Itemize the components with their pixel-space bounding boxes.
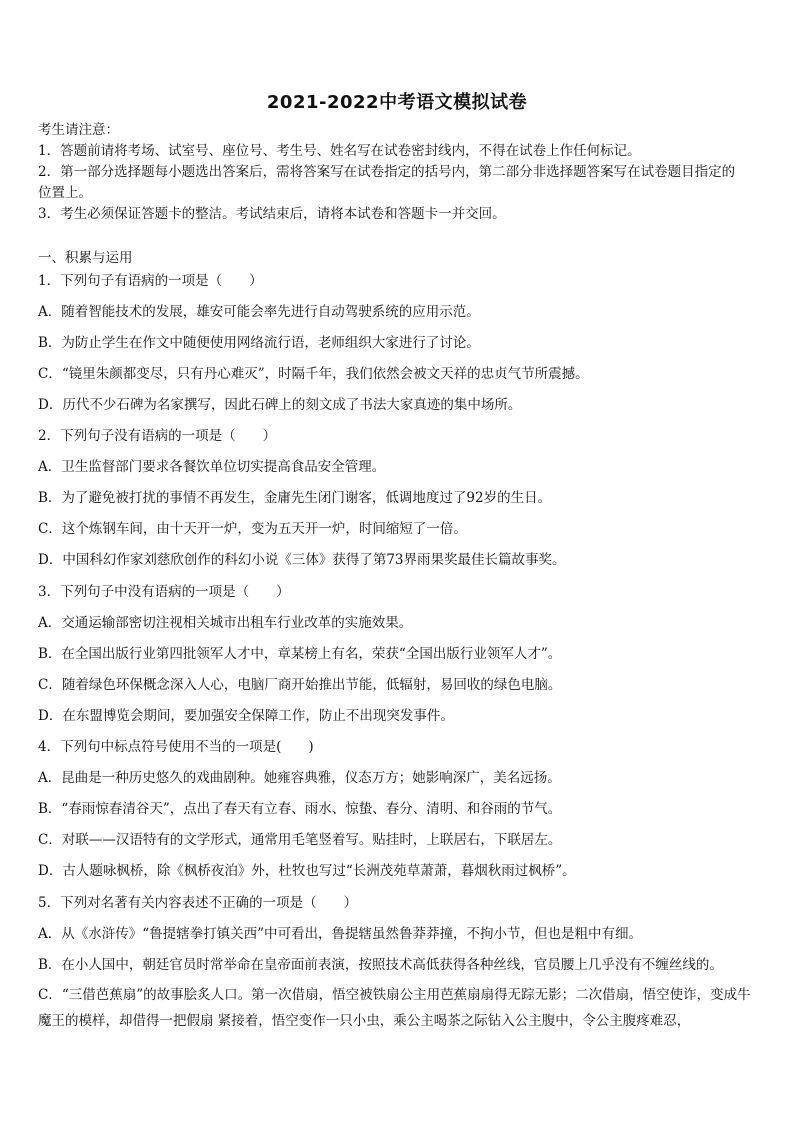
question-5-option-a: A．从《水浒传》“鲁提辖拳打镇关西”中可看出，鲁提辖虽然鲁莽莽撞，不拘小节，但也是粗中有细。 — [38, 926, 643, 942]
question-2-option-a: A．卫生监督部门要求各餐饮单位切实提高食品安全管理。 — [38, 459, 386, 475]
question-1-option-c: C．“镜里朱颜都变尽，只有丹心难灭”，时隔千年，我们依然会被文天祥的忠贞气节所震撼。 — [38, 366, 589, 382]
question-5-option-c: C．“三借芭蕉扇”的故事脍炙人口。第一次借扇，悟空被铁扇公主用芭蕉扇扇得无踪无影；二次借扇，悟空使诈，变成牛魔王的模样，却借得一把假扇 紧接着，悟空变作一只小虫，乘公主喝茶之际钻入公主腹中，令公主腹疼难忍， — [38, 987, 751, 1029]
question-3-option-c: C．随着绿色环保概念深入人心，电脑厂商开始推出节能，低辐射，易回收的绿色电脑。 — [38, 677, 562, 693]
notice-heading: 考生请注意： — [38, 122, 119, 138]
question-4-option-b: B．“春雨惊春清谷天”，点出了春天有立春、雨水、惊蛰、春分、清明、和谷雨的节气。 — [38, 801, 562, 817]
page-title: 2021-2022中考语文模拟试卷 — [266, 92, 528, 113]
question-4-stem: 4．下列句中标点符号使用不当的一项是( ) — [38, 739, 314, 755]
question-4-option-d: D．古人题咏枫桥，除《枫桥夜泊》外，杜牧也写过“长洲茂苑草萧萧，暮烟秋雨过枫桥”。 — [38, 863, 576, 879]
question-2-option-d: D．中国科幻作家刘慈欣创作的科幻小说《三体》获得了第73界雨果奖最佳长篇故事奖。 — [38, 552, 566, 568]
question-2-stem: 2．下列句子没有语病的一项是（ ） — [38, 428, 277, 444]
section-heading: 一、积累与运用 — [38, 250, 133, 266]
question-3-option-b: B．在全国出版行业第四批领军人才中，章某榜上有名，荣获“全国出版行业领军人才”。 — [38, 646, 562, 662]
question-3-option-d: D．在东盟博览会期间，要加强安全保障工作，防止不出现突发事件。 — [38, 708, 454, 724]
question-4-option-c: C．对联——汉语特有的文学形式，通常用毛笔竖着写。贴挂时，上联居右，下联居左。 — [38, 832, 562, 848]
question-3-option-a: A．交通运输部密切注视相关城市出租车行业改革的实施效果。 — [38, 615, 413, 631]
question-5-option-b: B．在小人国中，朝廷官员时常举命在皇帝面前表演，按照技术高低获得各种丝线，官员腰上几乎没有不缠丝线的。 — [38, 957, 723, 973]
question-5-stem: 5．下列对名著有关内容表述不正确的一项是（ ） — [38, 895, 358, 911]
notice-item-3: 3．考生必须保证答题卡的整洁。考试结束后，请将本试卷和答题卡一并交回。 — [38, 206, 506, 222]
question-1-option-b: B．为防止学生在作文中随便使用网络流行语，老师组织大家进行了讨论。 — [38, 335, 480, 351]
question-1-option-d: D．历代不少石碑为名家撰写，因此石碑上的刻文成了书法大家真迹的集中场所。 — [38, 397, 522, 413]
candidate-notice — [38, 120, 763, 225]
question-2-option-c: C．这个炼钢车间，由十天开一炉，变为五天开一炉，时间缩短了一倍。 — [38, 521, 467, 537]
question-2-option-b: B．为了避免被打扰的事情不再发生，金庸先生闭门谢客，低调地度过了92岁的生日。 — [38, 490, 552, 506]
notice-item-2-cont: 位置上。 — [38, 185, 92, 201]
notice-item-2: 2．第一部分选择题每小题选出答案后，需将答案写在试卷指定的括号内，第二部分非选择题答案写在试卷题目指定的 — [38, 164, 736, 180]
question-1-option-a: A．随着智能技术的发展，雄安可能会率先进行自动驾驶系统的应用示范。 — [38, 304, 480, 320]
notice-item-1: 1．答题前请将考场、试室号、座位号、考生号、姓名写在试卷密封线内，不得在试卷上作任何标记。 — [38, 143, 641, 159]
question-3-stem: 3．下列句子中没有语病的一项是（ ） — [38, 584, 290, 600]
question-1-stem: 1．下列句子有语病的一项是（ ） — [38, 273, 263, 289]
question-4-option-a: A．昆曲是一种历史悠久的戏曲剧种。她雍容典雅，仪态万方；她影响深广，美名远扬。 — [38, 770, 561, 786]
